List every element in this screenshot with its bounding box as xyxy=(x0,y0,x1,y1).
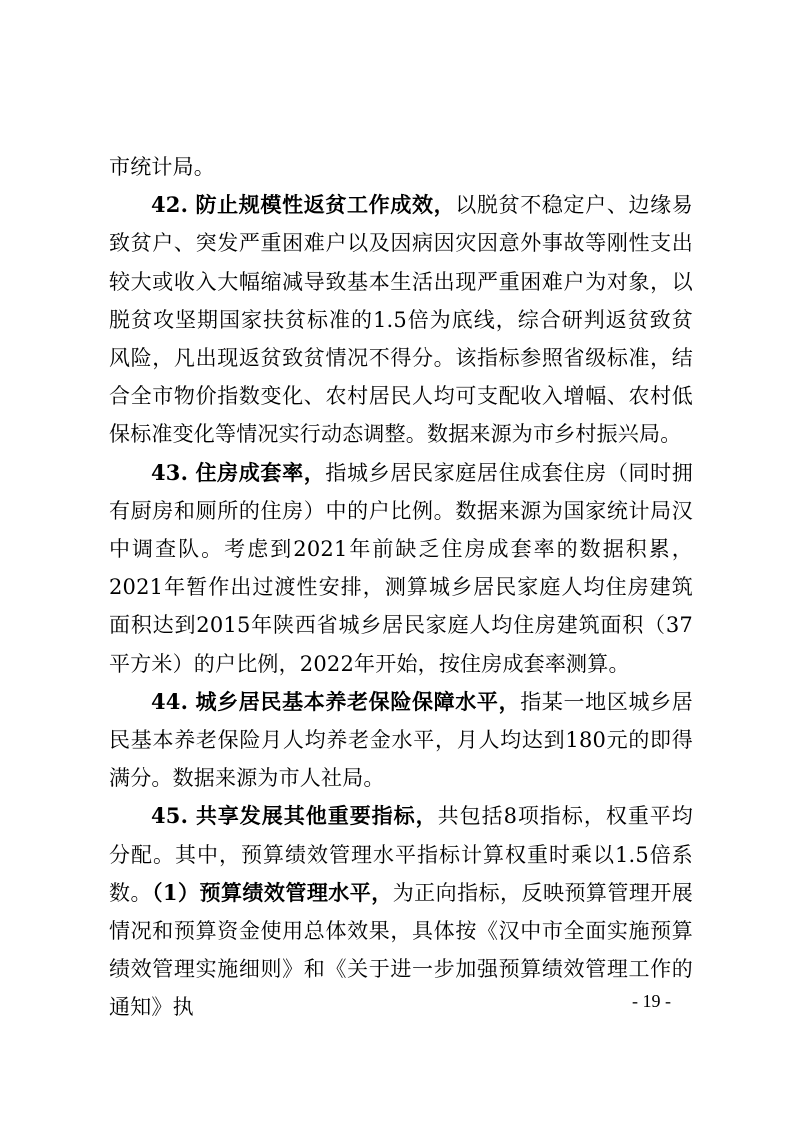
item-heading: 共享发展其他重要指标， xyxy=(195,803,438,829)
page-number: - 19 - xyxy=(632,991,671,1011)
paragraph-43 xyxy=(109,454,693,683)
item-number: 44. xyxy=(151,688,189,714)
paragraph-45 xyxy=(109,797,693,1026)
paragraph-42 xyxy=(109,186,693,453)
sub-item-heading: （1）预算绩效管理水平， xyxy=(151,879,393,905)
item-number: 42. xyxy=(151,192,189,218)
item-heading: 防止规模性返贫工作成效， xyxy=(195,192,456,218)
item-heading: 城乡居民基本养老保险保障水平， xyxy=(195,688,521,714)
item-body: 以脱贫不稳定户、边缘易致贫户、突发严重困难户以及因病因灾因意外事故等刚性支出较大或收入大幅缩减导致基本生活出现严重困难户为对象，以脱贫攻坚期国家扶贫标准的1.5倍为底线，综合研判返贫致贫风险，凡出现返贫致贫情况不得分。该指标参照省级标准，结合全市物价指数变化、农村居民人均可支配收入增幅、农村低保标准变化等情况实行动态调整。数据来源为市乡村振兴局。 xyxy=(109,193,693,447)
item-body: 指某一地区城乡居民基本养老保险月人均养老金水平，月人均达到180元的即得满分。数据来源为市人社局。 xyxy=(109,689,693,791)
paragraph-44 xyxy=(109,683,693,798)
item-number: 43. xyxy=(151,459,189,485)
item-heading: 住房成套率， xyxy=(195,459,326,485)
sub-item-body: 为正向指标，反映预算管理开展情况和预算资金使用总体效果，具体按《汉中市全面实施预算绩效管理实施细则》和《关于进一步加强预算绩效管理工作的通知》执 xyxy=(109,880,694,1020)
continuation-line: 市统计局。 xyxy=(109,155,215,179)
item-body: 指城乡居民家庭居住成套住房（同时拥有厨房和厕所的住房）中的户比例。数据来源为国家统计局汉中调查队。考虑到2021年前缺乏住房成套率的数据积累，2021年暂作出过渡性安排，测算城乡居民家庭人均住房建筑面积达到2015年陕西省城乡居民家庭人均住房建筑面积（37平方米）的户比例，2022年开始，按住房成套率测算。 xyxy=(109,460,693,676)
item-number: 45. xyxy=(151,803,189,829)
item-body: 共包括8项指标，权重平均分配。其中，预算绩效管理水平指标计算权重时乘以1.5倍系数。 xyxy=(109,804,693,905)
document-body xyxy=(109,148,693,1027)
